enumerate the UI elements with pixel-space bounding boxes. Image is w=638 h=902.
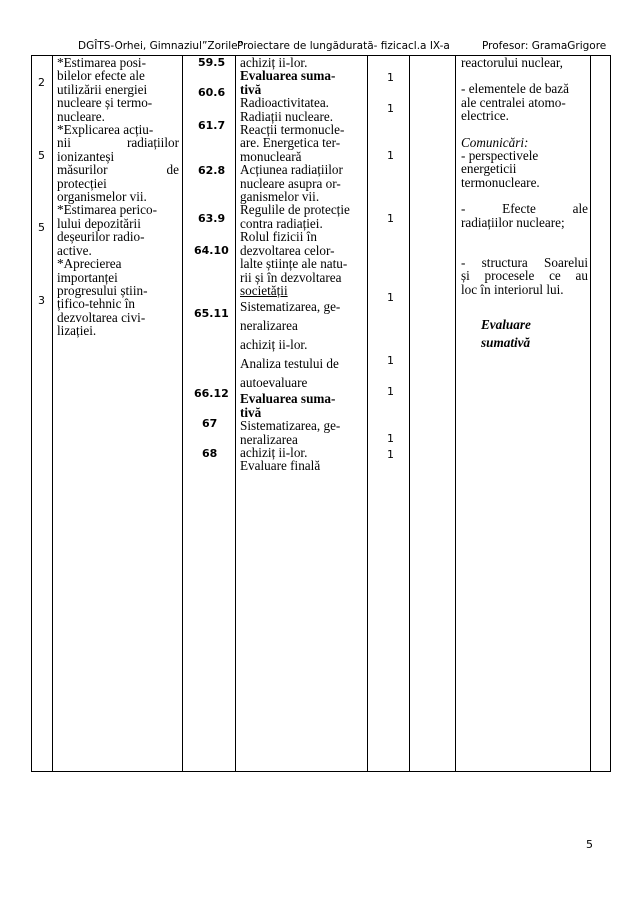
text-line: *Aprecierea	[57, 256, 122, 272]
lesson-number: 67	[202, 417, 218, 430]
text-line: rii și în dezvoltarea	[240, 269, 342, 285]
text-line: nucleare asupra or-	[240, 175, 341, 191]
text-line: tivă	[240, 81, 262, 97]
hours-value: 1	[387, 291, 394, 304]
column-divider	[182, 56, 183, 771]
column-divider	[52, 56, 53, 771]
text-line: autoevaluare	[240, 375, 308, 391]
competence-number: 2	[38, 76, 45, 89]
text-line: achiziț ii-lor.	[240, 55, 308, 70]
text-line: dezvoltarea celor-	[240, 242, 335, 258]
text-line: organismelor vii.	[57, 189, 147, 205]
text-line: termonucleare.	[461, 174, 540, 190]
text-line: Comunicări:	[461, 134, 529, 150]
text-line: tivă	[240, 404, 262, 420]
lesson-number: 61.7	[198, 119, 226, 132]
page-number: 5	[586, 838, 593, 851]
text-line: loc în interiorul lui.	[461, 281, 564, 297]
text-line: active.	[57, 242, 92, 258]
text-line: sumativă	[481, 335, 531, 351]
lesson-number: 60.6	[198, 86, 226, 99]
hours-value: 1	[387, 448, 394, 461]
text-line: lului depozitării	[57, 215, 141, 231]
hours-value: 1	[387, 71, 394, 84]
hours-value: 1	[387, 212, 394, 225]
text-line: - Efecte ale	[461, 201, 588, 217]
lesson-number: 65.11	[194, 307, 229, 320]
text-line: neralizarea	[240, 431, 298, 447]
lesson-number: 62.8	[198, 164, 226, 177]
header-project: Proiectare de lungădurată- fizicacl.a IX-a	[237, 40, 450, 52]
column-divider	[409, 56, 410, 771]
activities-cell	[461, 56, 588, 352]
text-line: ganismelor vii.	[240, 189, 320, 205]
text-line: nucleare și termo-	[57, 95, 153, 111]
competence-number: 3	[38, 294, 45, 307]
column-divider	[235, 56, 236, 771]
text-line: măsurilor de	[57, 162, 179, 178]
text-line: protecției	[57, 175, 107, 191]
text-line: *Estimarea posi-	[57, 55, 146, 70]
text-line: dezvoltarea civi-	[57, 309, 146, 325]
text-line: progresului știin-	[57, 282, 148, 298]
competence-number: 5	[38, 221, 45, 234]
column-divider	[367, 56, 368, 771]
text-line: nii radiațiilor	[57, 135, 179, 151]
text-line: deșeurilor radio-	[57, 229, 145, 245]
text-line: achiziț ii-lor.	[240, 337, 308, 353]
text-line: societății	[240, 282, 288, 298]
lesson-number: 59.5	[198, 56, 226, 69]
text-line: lalte științe ale natu-	[240, 256, 348, 272]
text-line: *Estimarea perico-	[57, 202, 157, 218]
text-line: țifico-tehnic în	[57, 296, 135, 312]
text-line: electrice.	[461, 108, 509, 124]
hours-value: 1	[387, 102, 394, 115]
text-line: Analiza testului de	[240, 356, 339, 372]
text-line: energeticii	[461, 161, 517, 177]
header-teacher: Profesor: GramaGrigore	[482, 40, 607, 52]
hours-value: 1	[387, 149, 394, 162]
text-line: *Explicarea acțiu-	[57, 122, 154, 138]
text-line: Evaluarea suma-	[240, 391, 336, 407]
hours-value: 1	[387, 432, 394, 445]
text-line: ale centralei atomo-	[461, 94, 566, 110]
text-line: are. Energetica ter-	[240, 135, 341, 151]
text-line: Sistematizarea, ge-	[240, 418, 341, 434]
hours-value: 1	[387, 354, 394, 367]
competence-number: 5	[38, 149, 45, 162]
text-line: Radiații nucleare.	[240, 108, 334, 124]
text-line: radiațiilor nucleare;	[461, 214, 565, 230]
text-line: neralizarea	[240, 318, 298, 334]
text-line: Acțiunea radiațiilor	[240, 162, 343, 178]
lesson-number: 68	[202, 447, 218, 460]
text-line: bilelor efecte ale	[57, 68, 145, 84]
header-school: DGÎTS-Orhei, Gimnaziul”Zorile”	[78, 40, 244, 52]
lesson-number: 63.9	[198, 212, 226, 225]
text-line: Radioactivitatea.	[240, 95, 329, 111]
text-line: achiziț ii-lor.	[240, 444, 308, 460]
text-line: Evaluare	[481, 317, 531, 333]
hours-value: 1	[387, 385, 394, 398]
text-line: Regulile de protecție	[240, 202, 350, 218]
text-line: Reacții termonucle-	[240, 122, 345, 138]
planning-table	[31, 55, 611, 772]
text-line: Evaluarea suma-	[240, 68, 336, 84]
text-line: Evaluare finală	[240, 458, 321, 474]
text-line: monucleară	[240, 148, 302, 164]
lesson-number: 64.10	[194, 244, 229, 257]
lesson-number: 66.12	[194, 387, 229, 400]
text-line: importanței	[57, 269, 118, 285]
text-line: - structura Soarelui	[461, 255, 588, 271]
text-line: reactorului nuclear,	[461, 55, 563, 70]
text-line: - elementele de bază	[461, 81, 569, 97]
column-divider	[455, 56, 456, 771]
text-line: contra radiației.	[240, 215, 323, 231]
text-line: și procesele ce au	[461, 268, 588, 284]
text-line: nucleare.	[57, 108, 105, 124]
subcompetences-cell	[57, 56, 179, 338]
text-line: Sistematizarea, ge-	[240, 299, 341, 315]
text-line: - perspectivele	[461, 148, 539, 164]
contents-cell	[240, 56, 366, 473]
text-line: Rolul fizicii în	[240, 229, 317, 245]
text-line: lizației.	[57, 323, 97, 339]
text-line: utilizării energiei	[57, 81, 148, 97]
column-divider	[590, 56, 591, 771]
text-line: ionizanteși	[57, 148, 115, 164]
